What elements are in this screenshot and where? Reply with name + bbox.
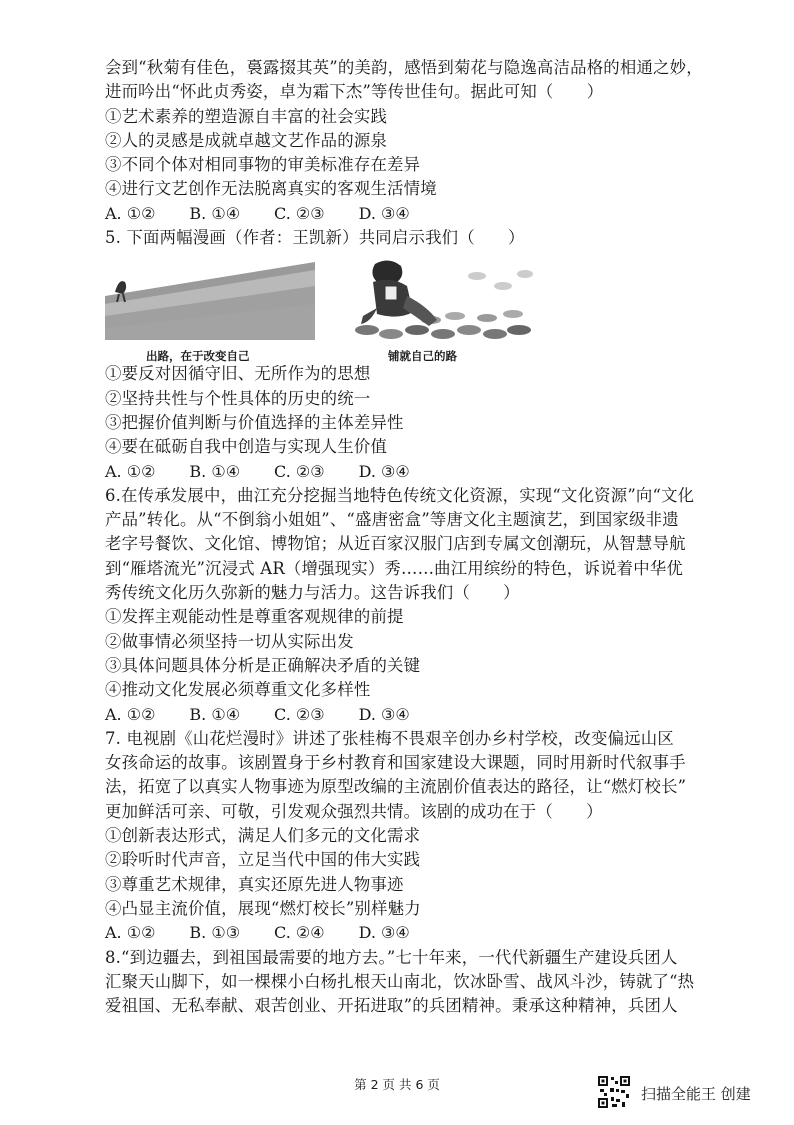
q5-comics [105, 256, 695, 362]
scanner-watermark [597, 1075, 787, 1115]
option-b: B. ①④ [189, 704, 241, 724]
option-c: C. ②③ [274, 461, 325, 481]
option-b: B. ①③ [189, 923, 241, 943]
q7-choice: ②聆听时代声音，立足当代中国的伟大实践 [105, 850, 421, 870]
q5-stem: 5. 下面两幅漫画（作者：王凯新）共同启示我们（ ） [105, 228, 525, 248]
q7-choice: ④凸显主流价值，展现“燃灯校长”别样魅力 [105, 898, 421, 918]
option-d: D. ③④ [358, 203, 410, 223]
q4-line: 进而吟出“怀此贞秀姿，卓为霜下杰”等传世佳句。据此可知（ ） [105, 82, 604, 102]
option-a: A. ①② [105, 461, 156, 481]
q7-options [105, 921, 695, 945]
q5-choice: ②坚持共性与个性具体的历史的统一 [105, 388, 371, 408]
q7-choice: ①创新表达形式，满足人们多元的文化需求 [105, 826, 421, 846]
q7-line: 女孩命运的故事。该剧置身于乡村教育和国家建设大课题，同时用新时代叙事手 [105, 753, 686, 773]
question-7 [105, 727, 695, 946]
q7-choice: ③尊重艺术规律，真实还原先进人物事迹 [105, 874, 404, 894]
watermark-text: 扫描全能王 创建 [641, 1085, 751, 1103]
option-a: A. ①② [105, 923, 156, 943]
option-b: B. ①④ [189, 203, 241, 223]
option-d: D. ③④ [358, 923, 410, 943]
q8-line: 爱祖国、无私奉献、艰苦创业、开拓进取”的兵团精神。秉承这种精神，兵团人 [105, 996, 678, 1016]
option-c: C. ②③ [274, 203, 325, 223]
q8-line: 8.“到边疆去，到祖国最需要的地方去。”七十年来，一代代新疆生产建设兵团人 [105, 947, 678, 967]
page-number: 第 2 页 共 6 页 [354, 1077, 440, 1092]
q6-line: 产品”转化。从“不倒翁小姐姐”、“盛唐密盒”等唐文化主题演艺，到国家级非遗 [105, 510, 679, 530]
question-4-continued [105, 56, 703, 226]
question-5 [105, 226, 695, 484]
q7-line: 法，拓宽了以真实人物事迹为原型改编的主流剧价值表达的路径，让“燃灯校长” [105, 777, 687, 797]
q4-choice: ③不同个体对相同事物的审美标准存在差异 [105, 155, 421, 175]
q7-line: 7. 电视剧《山花烂漫时》讲述了张桂梅不畏艰辛创办乡村学校，改变偏远山区 [105, 728, 674, 748]
qr-code-icon [597, 1075, 631, 1109]
exam-page [105, 56, 703, 1018]
q6-line: 秀传统文化历久弥新的魅力与活力。这告诉我们（ ） [105, 583, 520, 603]
q5-choice: ④要在砥砺自我中创造与实现人生价值 [105, 437, 388, 457]
q6-choice: ②做事情必须坚持一切从实际出发 [105, 631, 354, 651]
q4-line: 会到“秋菊有佳色，裛露掇其英”的美韵，感悟到菊花与隐逸高洁品格的相通之妙， [105, 58, 703, 77]
q4-choice: ②人的灵感是成就卓越文艺作品的源泉 [105, 130, 388, 150]
q6-choice: ③具体问题具体分析是正确解决矛盾的关键 [105, 655, 421, 675]
option-a: A. ①② [105, 704, 156, 724]
q4-choice: ④进行文艺创作无法脱离真实的客观生活情境 [105, 179, 437, 199]
q5-choice: ③把握价值判断与价值选择的主体差异性 [105, 412, 404, 432]
comic-right-image [327, 256, 539, 340]
q5-choice: ①要反对因循守旧、无所作为的思想 [105, 364, 371, 384]
q5-options [105, 460, 695, 484]
q6-line: 6.在传承发展中，曲江充分挖掘当地特色传统文化资源，实现“文化资源”向“文化 [105, 485, 695, 505]
option-d: D. ③④ [358, 461, 410, 481]
option-c: C. ②③ [274, 704, 325, 724]
q8-line: 汇聚天山脚下，如一棵棵小白杨扎根天山南北，饮冰卧雪、战风斗沙，铸就了“热 [105, 971, 695, 991]
comic-left-image [105, 256, 315, 340]
q6-choice: ④推动文化发展必须尊重文化多样性 [105, 680, 371, 700]
option-a: A. ①② [105, 203, 156, 223]
comic-right-caption: 铺就自己的路 [388, 349, 457, 364]
q7-line: 更加鲜活可亲、可敬，引发观众强烈共情。该剧的成功在于（ ） [105, 801, 603, 821]
option-d: D. ③④ [358, 704, 410, 724]
question-8 [105, 946, 695, 1019]
q6-line: 到“雁塔流光”沉浸式 AR（增强现实）秀……曲江用缤纷的特色，诉说着中华优 [105, 558, 684, 578]
q4-choice: ①艺术素养的塑造源自丰富的社会实践 [105, 106, 388, 126]
option-b: B. ①④ [189, 461, 241, 481]
q6-line: 老字号餐饮、文化馆、博物馆；从近百家汉服门店到专属文创潮玩，从智慧导航 [105, 534, 686, 554]
q6-options [105, 703, 695, 727]
q6-choice: ①发挥主观能动性是尊重客观规律的前提 [105, 607, 404, 627]
option-c: C. ②④ [274, 923, 325, 943]
q4-options [105, 202, 695, 226]
question-6 [105, 484, 695, 727]
comic-left-caption: 出路，在于改变自己 [146, 349, 250, 364]
